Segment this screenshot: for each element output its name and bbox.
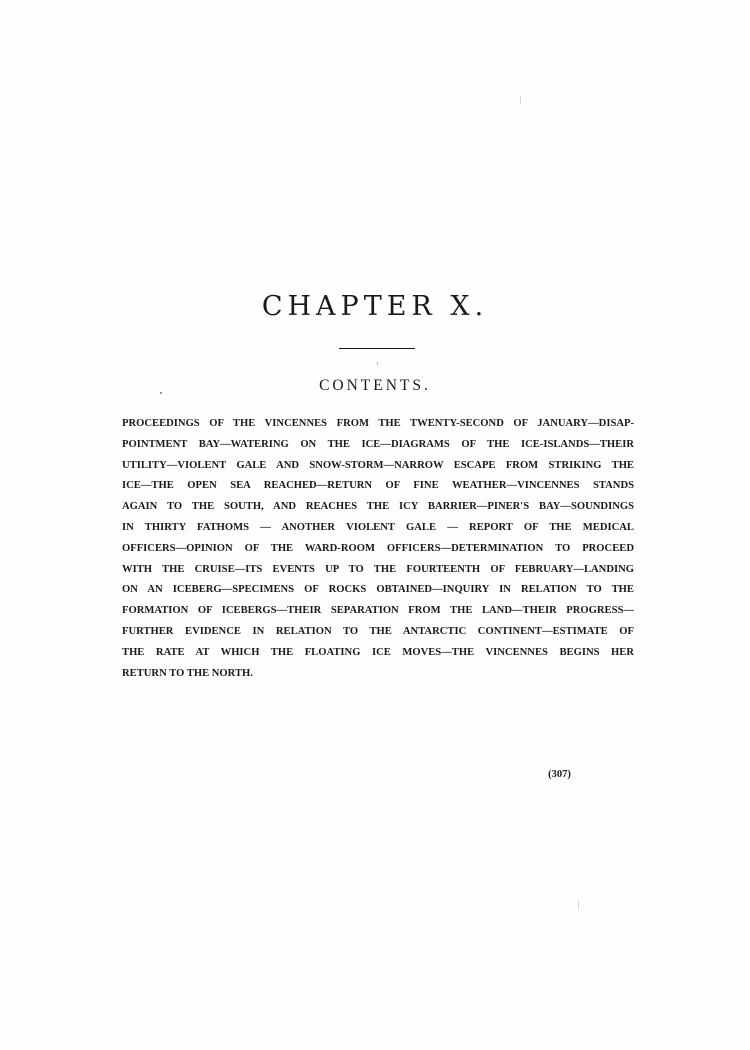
synopsis-line: ICE—THE OPEN SEA REACHED—RETURN OF FINE WEATHER—VINCENNES STANDS [122, 480, 634, 492]
contents-heading: CONTENTS. [319, 377, 431, 394]
synopsis-line: RETURN TO THE NORTH. [122, 667, 253, 679]
paper-speck [578, 900, 579, 910]
synopsis-line: AGAIN TO THE SOUTH, AND REACHES THE ICY BARRIER—PINER'S BAY—SOUNDINGS [122, 501, 634, 513]
chapter-title: CHAPTER X. [261, 291, 489, 322]
chapter-synopsis [122, 414, 634, 684]
synopsis-line: FORMATION OF ICEBERGS—THEIR SEPARATION FROM THE LAND—THEIR PROGRESS— [122, 605, 634, 617]
synopsis-line: OFFICERS—OPINION OF THE WARD-ROOM OFFICERS—DETERMINATION TO PROCEED [122, 542, 634, 554]
page-number: (307) [548, 769, 571, 780]
paper-speck [160, 392, 162, 394]
synopsis-line: THE RATE AT WHICH THE FLOATING ICE MOVES—THE VINCENNES BEGINS HER [122, 646, 634, 658]
synopsis-line: POINTMENT BAY—WATERING ON THE ICE—DIAGRAMS OF THE ICE-ISLANDS—THEIR [122, 438, 634, 450]
paper-speck [520, 96, 521, 104]
synopsis-line: IN THIRTY FATHOMS — ANOTHER VIOLENT GALE — REPORT OF THE MEDICAL [122, 521, 634, 533]
synopsis-line: FURTHER EVIDENCE IN RELATION TO THE ANTARCTIC CONTINENT—ESTIMATE OF [122, 625, 634, 637]
paper-speck [377, 362, 378, 365]
synopsis-line: ON AN ICEBERG—SPECIMENS OF ROCKS OBTAINED—INQUIRY IN RELATION TO THE [122, 584, 634, 596]
title-divider-rule [339, 348, 415, 349]
synopsis-line: WITH THE CRUISE—ITS EVENTS UP TO THE FOURTEENTH OF FEBRUARY—LANDING [122, 563, 634, 575]
synopsis-line: PROCEEDINGS OF THE VINCENNES FROM THE TWENTY-SECOND OF JANUARY—DISAP- [122, 418, 634, 429]
synopsis-line: UTILITY—VIOLENT GALE AND SNOW-STORM—NARROW ESCAPE FROM STRIKING THE [122, 459, 634, 471]
